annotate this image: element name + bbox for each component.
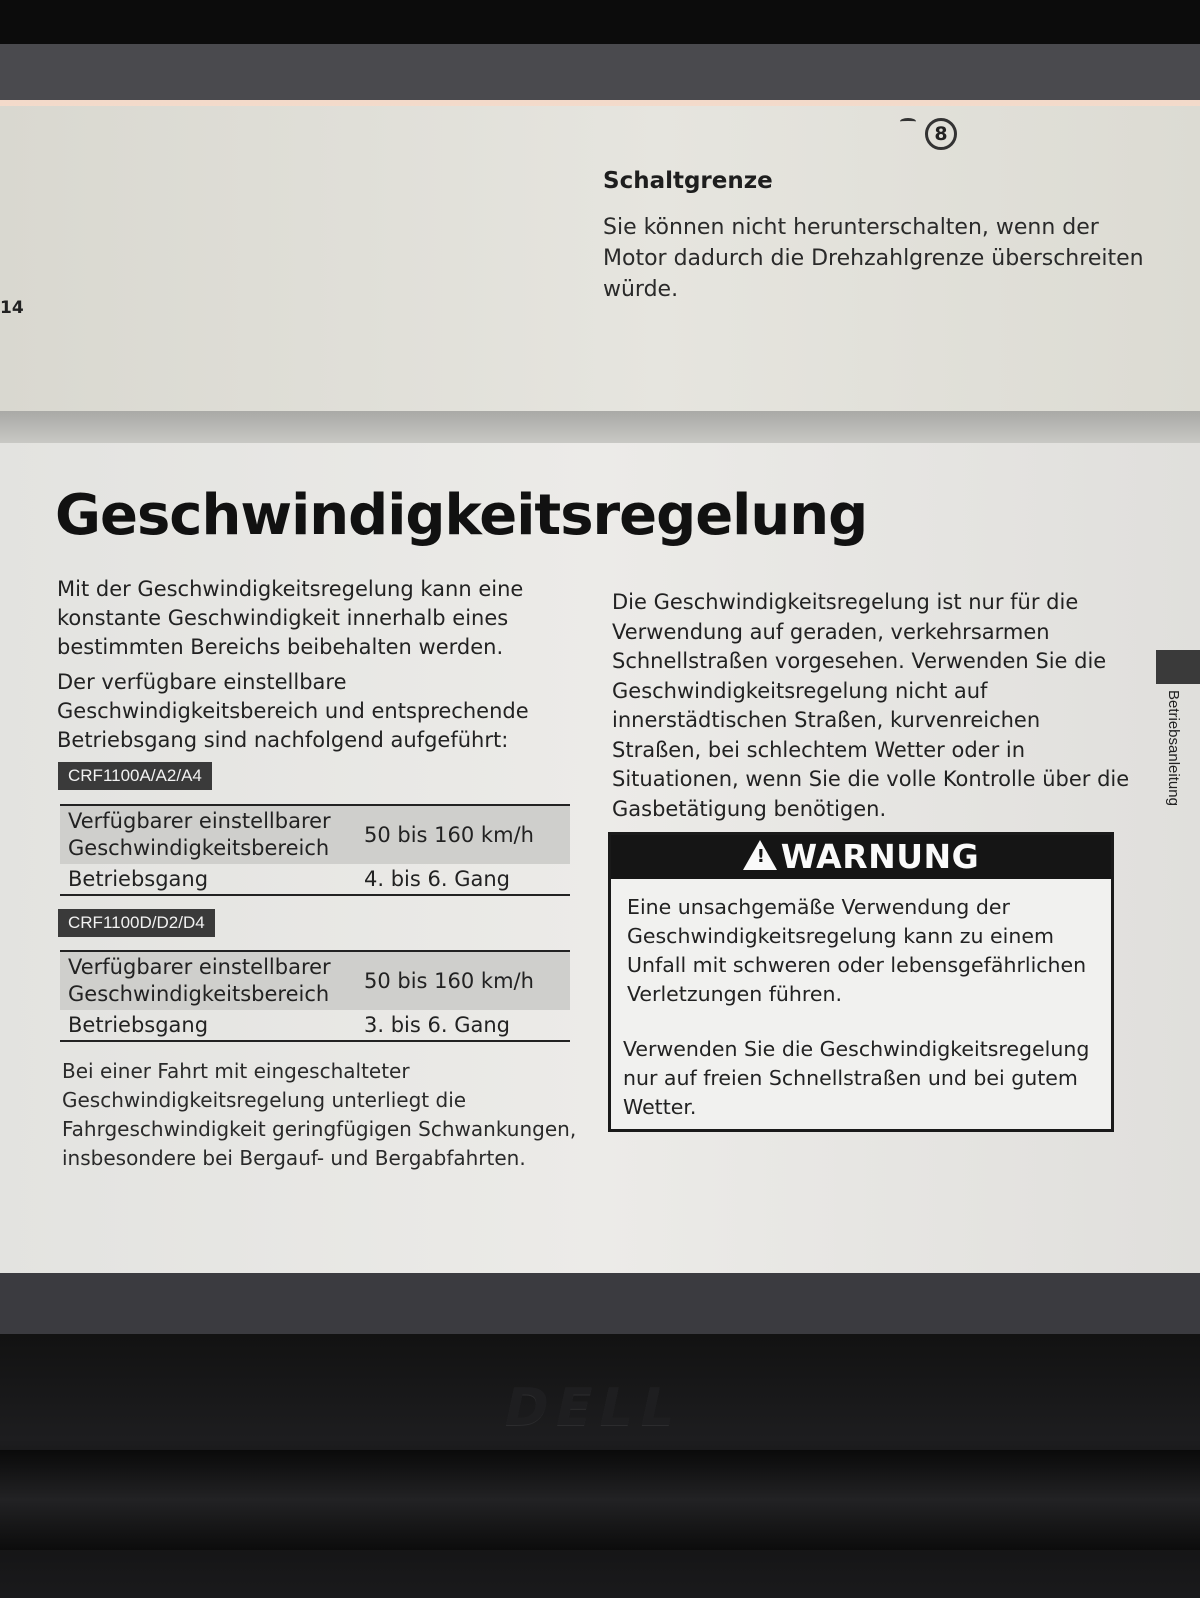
- warning-text: Eine unsachgemäße Verwendung der Geschwindigkeitsregelung kann zu einem Unfall mit schweren oder lebensgefährlichen Verletzungen führen.: [627, 895, 1087, 1006]
- intro-text-2: Der verfügbare einstellbare Geschwindigkeitsbereich und entsprechende Betriebsgang sind nachfolgend aufgeführt:: [57, 670, 529, 752]
- spec-label: Betriebsgang: [68, 1012, 209, 1037]
- laptop-hinge: [0, 1450, 1200, 1550]
- model-tag: CRF1100D/D2/D4: [58, 909, 215, 937]
- brand-logo: DELL: [498, 1378, 689, 1438]
- section-body: Sie können nicht herunterschalten, wenn der Motor dadurch die Drehzahlgrenze überschreiten würde.: [603, 215, 1144, 302]
- section-title: Schaltgrenze: [603, 168, 773, 194]
- browser-toolbar: [0, 44, 1200, 100]
- side-tab-marker: [1156, 650, 1200, 684]
- side-tab-label: Betriebsanleitung: [1165, 690, 1182, 806]
- table-row: [60, 806, 570, 864]
- warning-triangle-icon: !: [743, 840, 777, 870]
- spec-label: Betriebsgang: [68, 866, 209, 891]
- warning-header-text: WARNUNG: [780, 837, 980, 876]
- page-separator: [0, 411, 1200, 443]
- intro-text: Mit der Geschwindigkeitsregelung kann eine konstante Geschwindigkeit innerhalb eines bestimmten Bereichs beibehalten werden.: [57, 577, 524, 659]
- spec-value: 50 bis 160 km/h: [364, 823, 534, 847]
- spec-label: Verfügbarer einstellbarer Geschwindigkeitsbereich: [68, 955, 331, 1006]
- warning-header: [611, 835, 1111, 879]
- spec-value: 3. bis 6. Gang: [364, 1013, 510, 1037]
- spec-table: [60, 804, 570, 896]
- table-row: [60, 864, 570, 894]
- speed-note: Bei einer Fahrt mit eingeschalteter Geschwindigkeitsregelung unterliegt die Fahrgeschwindigkeit geringfügigen Schwankungen, insbesondere bei Bergauf- und Bergabfahrten.: [62, 1059, 577, 1170]
- diagram-fragment: [900, 118, 916, 125]
- monitor-bezel-top: [0, 0, 1200, 44]
- warning-text-2: Verwenden Sie die Geschwindigkeitsregelung nur auf freien Schnellstraßen und bei gutem Wetter.: [623, 1037, 1090, 1119]
- table-row: [60, 1010, 570, 1040]
- callout-number: 8: [925, 118, 957, 150]
- spec-value: 50 bis 160 km/h: [364, 969, 534, 993]
- usage-text: Die Geschwindigkeitsregelung ist nur für die Verwendung auf geraden, verkehrsarmen Schnellstraßen vorgesehen. Verwenden Sie die Geschwindigkeitsregelung nicht auf innerstädtischen Straßen, kurvenreichen Straßen, bei schlechtem Wetter oder in Situationen, wenn Sie die volle Kontrolle über die Gasbetätigung benötigen.: [612, 590, 1130, 821]
- spec-table: [60, 950, 570, 1042]
- page-number: 14: [0, 298, 24, 318]
- spec-label: Verfügbarer einstellbarer Geschwindigkeitsbereich: [68, 809, 331, 860]
- table-row: [60, 952, 570, 1010]
- warning-box: [608, 832, 1114, 1132]
- page-title: Geschwindigkeitsregelung: [55, 483, 868, 548]
- spec-value: 4. bis 6. Gang: [364, 867, 510, 891]
- model-tag: CRF1100A/A2/A4: [58, 762, 212, 790]
